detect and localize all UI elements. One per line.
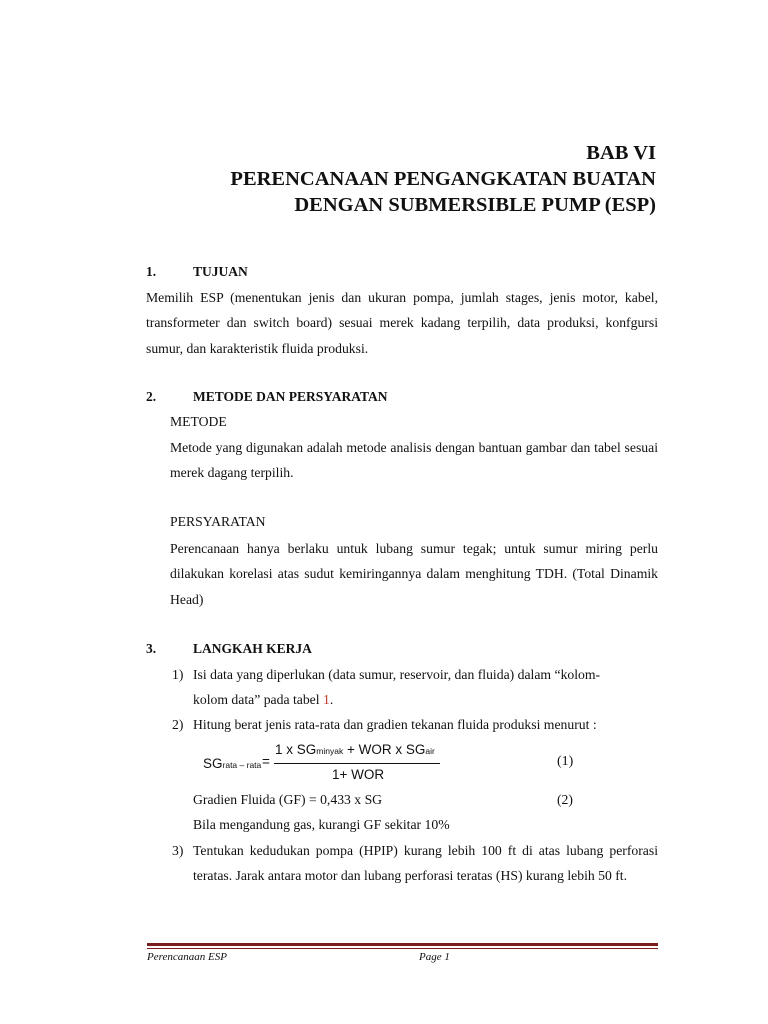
eq2-text: Gradien Fluida (GF) = 0,433 x SG (193, 792, 383, 807)
footer-title: Perencanaan ESP (147, 951, 227, 963)
step-1 (172, 662, 658, 712)
chapter-title-line2: DENGAN SUBMERSIBLE PUMP (ESP) (294, 194, 656, 216)
step-1-line2-text: kolom data” pada tabel (193, 692, 323, 707)
step-1-line2-end: . (329, 692, 334, 707)
eq1-num-a: 1 x SG (275, 742, 317, 757)
section-2-number: 2. (146, 389, 157, 404)
eq1-num-b-sub: air (425, 746, 435, 756)
metode-label: METODE (170, 414, 227, 429)
step-2-number: 2) (172, 717, 184, 732)
eq1-lhs (203, 756, 261, 771)
persyaratan-label: PERSYARATAN (170, 514, 266, 529)
table-reference: 1 (322, 692, 330, 707)
step-2 (172, 712, 658, 737)
step-2-text: Hitung berat jenis rata-rata dan gradien tekanan fluida produksi menurut : (193, 717, 597, 732)
section-1-heading (146, 264, 248, 280)
section-2-heading (146, 389, 388, 405)
section-3-title: LANGKAH KERJA (193, 641, 312, 656)
footer-page-number: Page 1 (419, 951, 450, 963)
footer-rule-thick (147, 943, 658, 946)
section-3-heading (146, 641, 312, 657)
eq1-numerator (275, 742, 435, 757)
eq1-fraction-bar (274, 763, 440, 764)
footer-rule-thin (147, 948, 658, 949)
eq1-number: (1) (557, 754, 574, 769)
step-3 (172, 838, 658, 888)
section-2-title: METODE DAN PERSYARATAN (193, 389, 388, 404)
step-1-line2 (193, 687, 658, 712)
chapter-title-line1: PERENCANAAN PENGANGKATAN BUATAN (230, 168, 656, 190)
eq1-num-a-sub: minyak (316, 746, 344, 756)
step-1-number: 1) (172, 667, 184, 682)
eq1-num-b: + WOR x SG (343, 742, 426, 757)
section-1-text: Memilih ESP (menentukan jenis dan ukuran pompa, jumlah stages, jenis motor, kabel, transformeter dan switch board) sesuai merek kadang terpilih, data produksi, konfgursi sumur, dan karakteristik fluida produksi. (146, 290, 658, 356)
section-3-number: 3. (146, 641, 157, 656)
metode-text: Metode yang digunakan adalah metode analisis dengan bantuan gambar dan tabel sesuai merek dagang terpilih. (170, 440, 658, 481)
step-3-number: 3) (172, 843, 184, 858)
section-1-title: TUJUAN (193, 264, 248, 279)
section-1-number: 1. (146, 264, 157, 279)
chapter-heading (230, 140, 656, 218)
eq2-number: (2) (557, 792, 573, 807)
gas-note: Bila mengandung gas, kurangi GF sekitar 10% (193, 817, 450, 832)
persyaratan-text: Perencanaan hanya berlaku untuk lubang sumur tegak; untuk sumur miring perlu dilakukan korelasi atas sudut kemiringannya dalam menghitung TDH. (Total Dinamik Head) (170, 541, 658, 607)
eq1-equals: = (262, 754, 270, 769)
chapter-number: BAB VI (586, 142, 656, 164)
step-3-text: Tentukan kedudukan pompa (HPIP) kurang lebih 100 ft di atas lubang perforasi teratas. Jarak antara motor dan lubang perforasi teratas (HS) kurang lebih 50 ft. (193, 843, 658, 883)
eq1-lhs-subscript: rata – rata (222, 760, 262, 770)
step-1-line1: Isi data yang diperlukan (data sumur, reservoir, dan fluida) dalam “kolom- (193, 667, 601, 682)
eq1-lhs-symbol: SG (203, 756, 223, 771)
eq1-denominator: 1+ WOR (332, 767, 385, 782)
